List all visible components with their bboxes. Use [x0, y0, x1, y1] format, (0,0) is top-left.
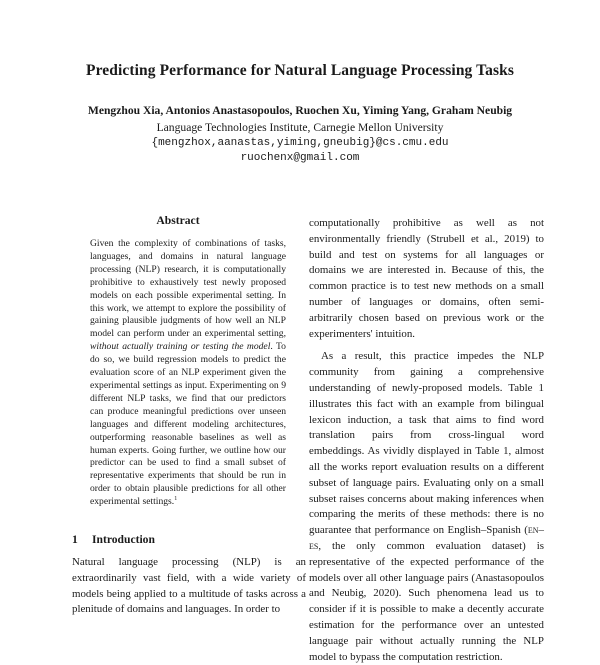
right-paragraph-1: computationally prohibitive as well as not environmentally friendly (Strubell et al., 2019) to build and test on systems for all languages or domains we are interested in. Because of this, the common practice is to test new methods on a small number of languages or domains, often semi-arbitrarily chosen based on previous work or the experimenters' intuition.: [309, 217, 544, 340]
abstract-text-part2: . To do so, we build regression models to predict the evaluation score of an NLP experiment given the experimental settings as input. Experimenting on 9 different NLP tasks, we find that our predictors can produce meaningful predictions over unseen languages and different modeling architectures, outperforming reasonable baselines as well as human experts. Going further, we outline how our predictor can be used to find a small subset of representative experiments that should be run in order to obtain plausible predictions for all other experimental settings.: [90, 341, 286, 508]
language-pair-code: en–es: [309, 524, 544, 552]
email-line-2: ruochenx@gmail.com: [240, 152, 360, 164]
paper-title: Predicting Performance for Natural Language Processing Tasks: [86, 62, 514, 79]
right-paragraph-2: [309, 349, 544, 665]
right-paragraph-2-part2: , the only common evaluation dataset) is representative of the expected performance of the models over all other language pairs (Anastasopoulos and Neubig, 2020). Such phenomena lead us to consider if it is possible to make a decently accurate estimation for the performance over an untested language pair without actually running the NLP model to bypass the computation restriction.: [309, 539, 544, 663]
section-heading-introduction: [72, 533, 302, 546]
abstract-emphasis: without actually training or testing the model: [90, 341, 271, 353]
right-column: [309, 216, 544, 665]
abstract-text: [90, 238, 286, 509]
footnote-mark: 1: [174, 495, 178, 502]
author-list: Mengzhou Xia, Antonios Anastasopoulos, Ruochen Xu, Yiming Yang, Graham Neubig: [87, 104, 513, 117]
right-paragraph-2-part1: As a result, this practice impedes the NLP community from gaining a comprehensive understanding of newly-proposed models. Table 1 illustrates this fact with an example from bilingual lexicon induction, a task that aims to find word translation pairs from cross-lingual word embeddings. As vividly displayed in Table 1, almost all the works report evaluation results on a different subset of language pairs. Evaluating only on a small subset raises concerns about making inferences when comparing the merits of these methods: there is no guarantee that performance on English–Spanish (: [309, 350, 544, 537]
affiliation: Language Technologies Institute, Carnegie Mellon University: [156, 121, 444, 134]
abstract-text-part1: Given the complexity of combinations of tasks, languages, and domains in natural language processing (NLP) research, it is computationally prohibitive to exhaustively test newly proposed models on each possible experimental setting. In this work, we attempt to explore the possibility of gaining plausible judgments of how well an NLP model can perform under an experimental setting,: [90, 238, 286, 340]
section-title: Introduction: [92, 533, 155, 546]
abstract-heading: Abstract: [156, 214, 200, 227]
email-line-1: {mengzhox,aanastas,yiming,gneubig}@cs.cmu.edu: [151, 137, 449, 149]
intro-paragraph: Natural language processing (NLP) is an extraordinarily vast field, with a wide variety of models being applied to a multitude of tasks across a plenitude of domains and languages. In order to: [72, 556, 306, 616]
section-number: 1: [72, 533, 78, 546]
